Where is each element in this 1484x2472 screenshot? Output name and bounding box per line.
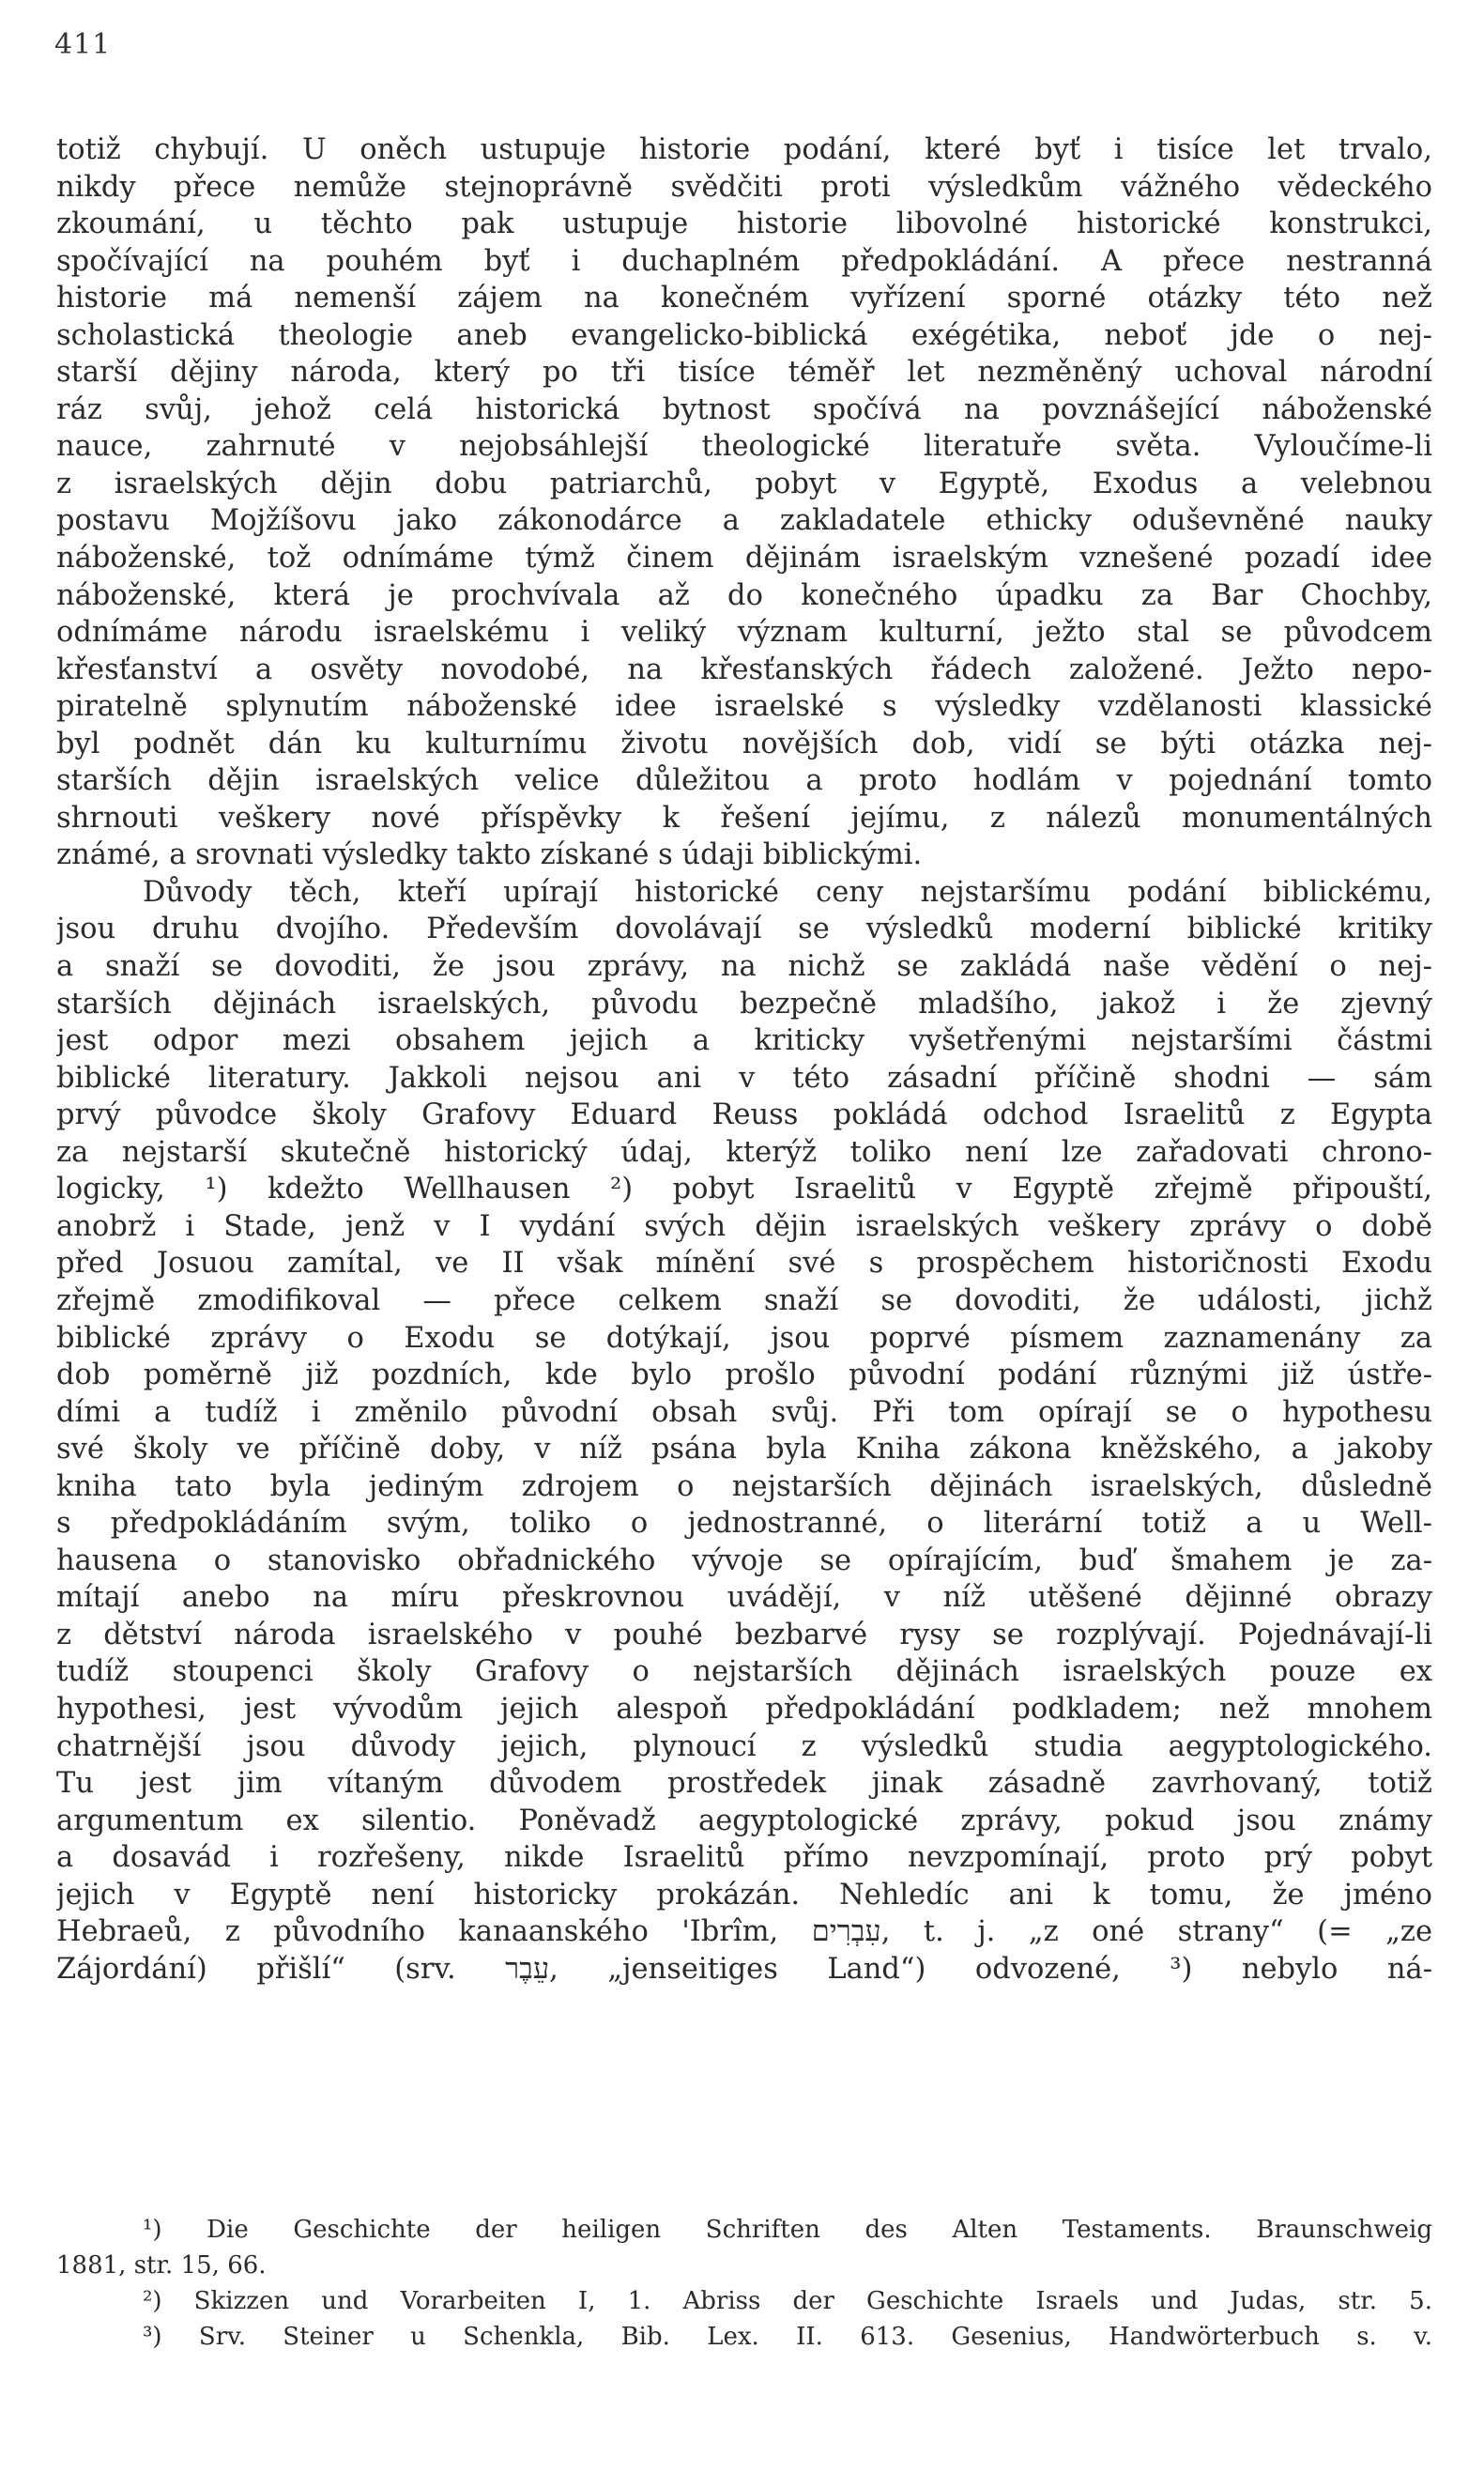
text-line: hausena o stanovisko obřadnického vývoje se opírajícím, buď šmahem je za- — [56, 1543, 1432, 1577]
text-line: z dětství národa israelského v pouhé bezbarvé rysy se rozplývají. Pojednávají-li — [56, 1618, 1432, 1651]
text-line: postavu Mojžíšovu jako zákonodárce a zakladatele ethicky oduševněné nauky — [56, 504, 1432, 538]
text-line: spočívající na pouhém byť i duchaplném předpokládání. A přece nestranná — [56, 244, 1432, 278]
page-number: 411 — [54, 28, 112, 61]
text-line: dob poměrně již pozdních, kde bylo prošlo původní podání různými již ústře- — [56, 1359, 1432, 1392]
paragraph-start-line: Důvody těch, kteří upírají historické ceny nejstaršímu podání biblickému, — [143, 875, 1432, 909]
text-line: zřejmě zmodifikoval — přece celkem snaží se dovoditi, že události, jichž — [56, 1283, 1432, 1317]
text-line: Zájordání) přišlí“ (srv. עֵבֶר, „jenseitiges Land“) odvozené, ³) nebylo ná- — [56, 1952, 1432, 1986]
text-line: biblické literatury. Jakkoli nejsou ani v této zásadní příčině shodni — sám — [56, 1061, 1432, 1095]
footnote-3: ³) Srv. Steiner u Schenkla, Bib. Lex. II. 613. Gesenius, Handwörterbuch s. v. — [143, 2323, 1432, 2351]
text-line: anobrž i Stade, jenž v I vydání svých dějin israelských veškery zprávy o době — [56, 1209, 1432, 1243]
text-line: jest odpor mezi obsahem jejich a kriticky vyšetřenými nejstaršími částmi — [56, 1024, 1432, 1058]
text-line: hypothesi, jest vývodům jejich alespoň předpokládání podkladem; než mnohem — [56, 1692, 1432, 1726]
text-line: Tu jest jim vítaným důvodem prostředek jinak zásadně zavrhovaný, totiž — [56, 1767, 1432, 1801]
text-line: za nejstarší skutečně historický údaj, kterýž toliko není lze zařadovati chrono- — [56, 1135, 1432, 1169]
text-line: totiž chybují. U oněch ustupuje historie podání, které byť i tisíce let trvalo, — [56, 133, 1432, 166]
text-line: jejich v Egyptě není historicky prokázán. Nehledíc ani k tomu, že jméno — [56, 1878, 1432, 1912]
text-line: zkoumání, u těchto pak ustupuje historie libovolné historické konstrukci, — [56, 207, 1432, 241]
text-line: chatrnější jsou důvody jejich, plynoucí z výsledků studia aegyptologického. — [56, 1729, 1432, 1763]
text-line: z israelských dějin dobu patriarchů, pobyt v Egyptě, Exodus a velebnou — [56, 467, 1432, 500]
text-line: a dosavád i rozřešeny, nikde Israelitů přímo nevzpomínají, proto prý pobyt — [56, 1841, 1432, 1875]
text-line: náboženské, tož odnímáme týmž činem dějinám israelským vznešené pozadí idee — [56, 542, 1432, 576]
text-line: kniha tato byla jediným zdrojem o nejstarších dějinách israelských, důsledně — [56, 1469, 1432, 1503]
footnotes — [56, 2212, 1432, 2355]
body-text — [56, 131, 1432, 1988]
text-line: nikdy přece nemůže stejnoprávně svědčiti proti výsledkům vážného vědeckého — [56, 170, 1432, 204]
text-line: ráz svůj, jehož celá historická bytnost spočívá na povznášející náboženské — [56, 392, 1432, 426]
text-line: náboženské, která je prochvívala až do konečného úpadku za Bar Chochby, — [56, 578, 1432, 612]
text-line: logicky, ¹) kdežto Wellhausen ²) pobyt Israelitů v Egyptě zřejmě připouští, — [56, 1173, 1432, 1206]
text-line: dími a tudíž i změnilo původní obsah svůj. Při tom opírají se o hypothesu — [56, 1395, 1432, 1429]
text-line: mítají anebo na míru přeskrovnou uvádějí, v níž utěšené dějinné obrazy — [56, 1581, 1432, 1615]
text-line: historie má nemenší zájem na konečném vyřízení sporné otázky této než — [56, 282, 1432, 315]
text-line: argumentum ex silentio. Poněvadž aegyptologické zprávy, pokud jsou známy — [56, 1804, 1432, 1837]
text-line: s předpokládáním svým, toliko o jednostranné, o literární totiž a u Well- — [56, 1507, 1432, 1541]
text-line: biblické zprávy o Exodu se dotýkají, jsou poprvé písmem zaznamenány za — [56, 1321, 1432, 1355]
text-line: odnímáme národu israelskému i veliký význam kulturní, ježto stal se původcem — [56, 616, 1432, 650]
text-line: křesťanství a osvěty novodobé, na křesťanských řádech založené. Ježto nepo- — [56, 653, 1432, 686]
text-line: starších dějin israelských velice důležitou a proto hodlám v pojednání tomto — [56, 764, 1432, 798]
text-line: prvý původce školy Grafovy Eduard Reuss pokládá odchod Israelitů z Egypta — [56, 1098, 1432, 1132]
text-line: byl podnět dán ku kulturnímu životu novějších dob, vidí se býti otázka nej- — [56, 727, 1432, 760]
text-line: jsou druhu dvojího. Především dovolávají se výsledků moderní biblické kritiky — [56, 913, 1432, 946]
text-line: scholastická theologie aneb evangelicko-biblická exégétika, neboť jde o nej- — [56, 318, 1432, 352]
footnote-1-continuation: 1881, str. 15, 66. — [56, 2251, 267, 2280]
footnote-1: ¹) Die Geschichte der heiligen Schriften des Alten Testaments. Braunschweig — [143, 2216, 1432, 2244]
text-line: shrnouti veškery nové příspěvky k řešení jejímu, z nálezů monumentálných — [56, 801, 1432, 835]
text-line: starších dějinách israelských, původu bezpečně mladšího, jakož i že zjevný — [56, 987, 1432, 1021]
paragraph-end-line: známé, a srovnati výsledky takto získané s údaji biblickými. — [56, 838, 923, 872]
text-line: tudíž stoupenci školy Grafovy o nejstarších dějinách israelských pouze ex — [56, 1655, 1432, 1689]
text-line: před Josuou zamítal, ve II však mínění své s prospěchem historičnosti Exodu — [56, 1247, 1432, 1281]
footnote-2: ²) Skizzen und Vorarbeiten I, 1. Abriss der Geschichte Israels und Judas, str. 5. — [143, 2287, 1432, 2315]
text-line: a snaží se dovoditi, že jsou zprávy, na nichž se zakládá naše vědění o nej- — [56, 950, 1432, 984]
text-line: starší dějiny národa, který po tři tisíce téměř let nezměněný uchoval národní — [56, 356, 1432, 390]
text-line: Hebraeů, z původního kanaanského 'Ibrîm, עִבְרִים, t. j. „z oné strany“ (= „ze — [56, 1915, 1432, 1949]
text-line: nauce, zahrnuté v nejobsáhlejší theologické literatuře světa. Vyloučíme-li — [56, 430, 1432, 464]
text-line: své školy ve příčině doby, v níž psána byla Kniha zákona kněžského, a jakoby — [56, 1433, 1432, 1466]
text-line: piratelně splynutím náboženské idee israelské s výsledky vzdělanosti klassické — [56, 690, 1432, 724]
